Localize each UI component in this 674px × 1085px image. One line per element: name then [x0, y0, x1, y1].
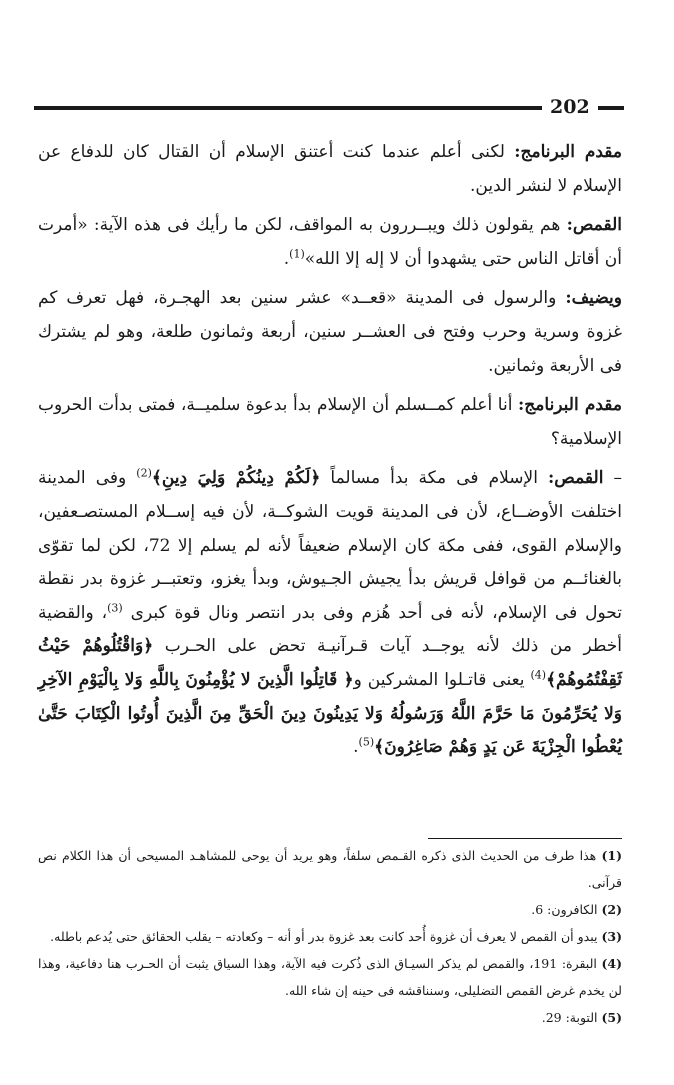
footnote-ref: (5): [358, 735, 375, 749]
quran-verse: ﴿لَكُمْ دِينُكُمْ وَلِيَ دِينِ﴾: [151, 468, 321, 489]
dash: –: [603, 468, 622, 489]
paragraph-text: الإسلام فى مكة بدأ مسالماً: [320, 468, 548, 489]
footnote-ref: (3): [107, 601, 123, 615]
speaker-label: القمص:: [547, 468, 604, 489]
paragraph-1: [38, 136, 622, 203]
paragraph-text: يعنى قاتـلوا المشركين و: [353, 669, 531, 690]
footnote-number: (2): [601, 902, 622, 917]
paragraph-tail: .: [353, 737, 359, 758]
footnote-number: (3): [601, 929, 622, 944]
speaker-label: القمص:: [566, 215, 622, 236]
paragraph-4: [38, 389, 622, 456]
footnote-text: التوبة: 29.: [541, 1010, 602, 1025]
footnote: [38, 842, 622, 896]
footnote: [38, 950, 622, 1004]
paragraph-3: [38, 282, 622, 383]
footnote: [38, 923, 622, 950]
footnote-ref: (2): [136, 466, 152, 480]
footnote-ref: (1): [289, 247, 305, 261]
speaker-label: مقدم البرنامج:: [514, 142, 622, 162]
paragraph-text: والرسول فى المدينة «قعــد» عشر سنين بعد الهجـرة، فهل تعرف كم غزوة وسرية وحرب وفتح فى العشــر سنين، أربعة وثمانون طلعة، وهو لم يشترك فى الأربعة وثمانين.: [38, 288, 622, 376]
speaker-label: مقدم البرنامج:: [518, 395, 622, 416]
header-rule-short: [598, 106, 624, 110]
footnote-separator: [428, 838, 622, 839]
footnote-number: (4): [601, 956, 622, 971]
footnote-text: البقرة: 191، والقمص لم يذكر السيـاق الذى ذُكرت فيه الآية، وهذا السياق يثبت أن الحـرب هنا دفاعية، وهذا لن يخدم غرض القمص التضليلى، وسنناقشه فى حينه إن شاء الله.: [38, 956, 622, 998]
paragraph-text: ، والقضية أخطر من ذلك لأنه يوجــد آيات قـرآنيـة تحض على الحـرب: [38, 602, 622, 657]
paragraph-text: لكنى أعلم عندما كنت أعتنق الإسلام أن القتال كان للدفاع عن الإسلام لا لنشر الدين.: [38, 142, 622, 196]
body-text: [38, 136, 622, 765]
paragraph-text: وفى المدينة اختلفت الأوضــاع، لأن فى المدينة قويت الشوكــة، لأن فيه إســلام المستصـعفين، والإسلام القوى، ففى مكة كان الإسلام ضعيفاً لأنه لم يسلم إلا 72، لكن لما تقوّى بالغنائــم من قوافل قريش بدأ يجيش الجـيوش، وبدأ يغزو، وتعتبــر غزوة بدر نقطة تحول فى الإسلام، لأنه فى أحد هُزم وفى بدر انتصر ونال قوة كبرى: [38, 468, 622, 623]
paragraph-text: هم يقولون ذلك ويبــررون به المواقف، لكن ما رأيك فى هذه الآية: «أمرت أن أقاتل الناس حتى يشهدوا أن لا إله إلا الله»: [38, 215, 622, 269]
footnote: [38, 1004, 622, 1031]
quran-verse: ﴿وَاقْتُلُوهُمْ حَيْثُ ثَقِفْتُمُوهُمْ﴾: [38, 636, 622, 690]
footnote: [38, 896, 622, 923]
quran-verse: ﴿ قَاتِلُوا الَّذِينَ لا يُؤْمِنُونَ بِاللَّهِ وَلا بِالْيَوْمِ الآخِرِ وَلا يُحَرِّمُونَ مَا حَرَّمَ اللَّهُ وَرَسُولُهُ وَلا يَدِينُونَ دِينَ الْحَقِّ مِنَ الَّذِينَ أُوتُوا الْكِتَابَ حَتَّىٰ يُعْطُوا الْجِزْيَةَ عَن يَدٍ وَهُمْ صَاغِرُونَ﴾: [38, 669, 622, 758]
paragraph-5: [38, 462, 622, 764]
footnote-text: الكافرون: 6.: [531, 902, 602, 917]
footnote-text: هذا طرف من الحديث الذى ذكره القـمص سلفاً، وهو يريد أن يوحى للمشاهـد المسيحى أن هذا الكلام نص قرآنى.: [38, 848, 622, 890]
page-number: 202: [550, 96, 590, 118]
paragraph-text: أنا أعلم كمــسلم أن الإسلام بدأ بدعوة سلميــة، فمتى بدأت الحروب الإسلامية؟: [38, 395, 622, 449]
footnotes: [38, 842, 622, 1031]
speaker-label: ويضيف:: [565, 288, 622, 309]
page-header: [34, 94, 624, 120]
footnote-number: (5): [601, 1010, 622, 1025]
footnote-text: يبدو أن القمص لا يعرف أن غزوة أُحد كانت بعد غزوة بدر أو أنه – وكعادته – يقلب الحقائق حتى يُدعم باطله.: [50, 929, 602, 944]
paragraph-tail: .: [283, 248, 290, 269]
header-rule: [34, 106, 542, 110]
paragraph-2: [38, 209, 622, 276]
footnote-number: (1): [601, 848, 622, 863]
footnote-ref: (4): [530, 668, 547, 682]
